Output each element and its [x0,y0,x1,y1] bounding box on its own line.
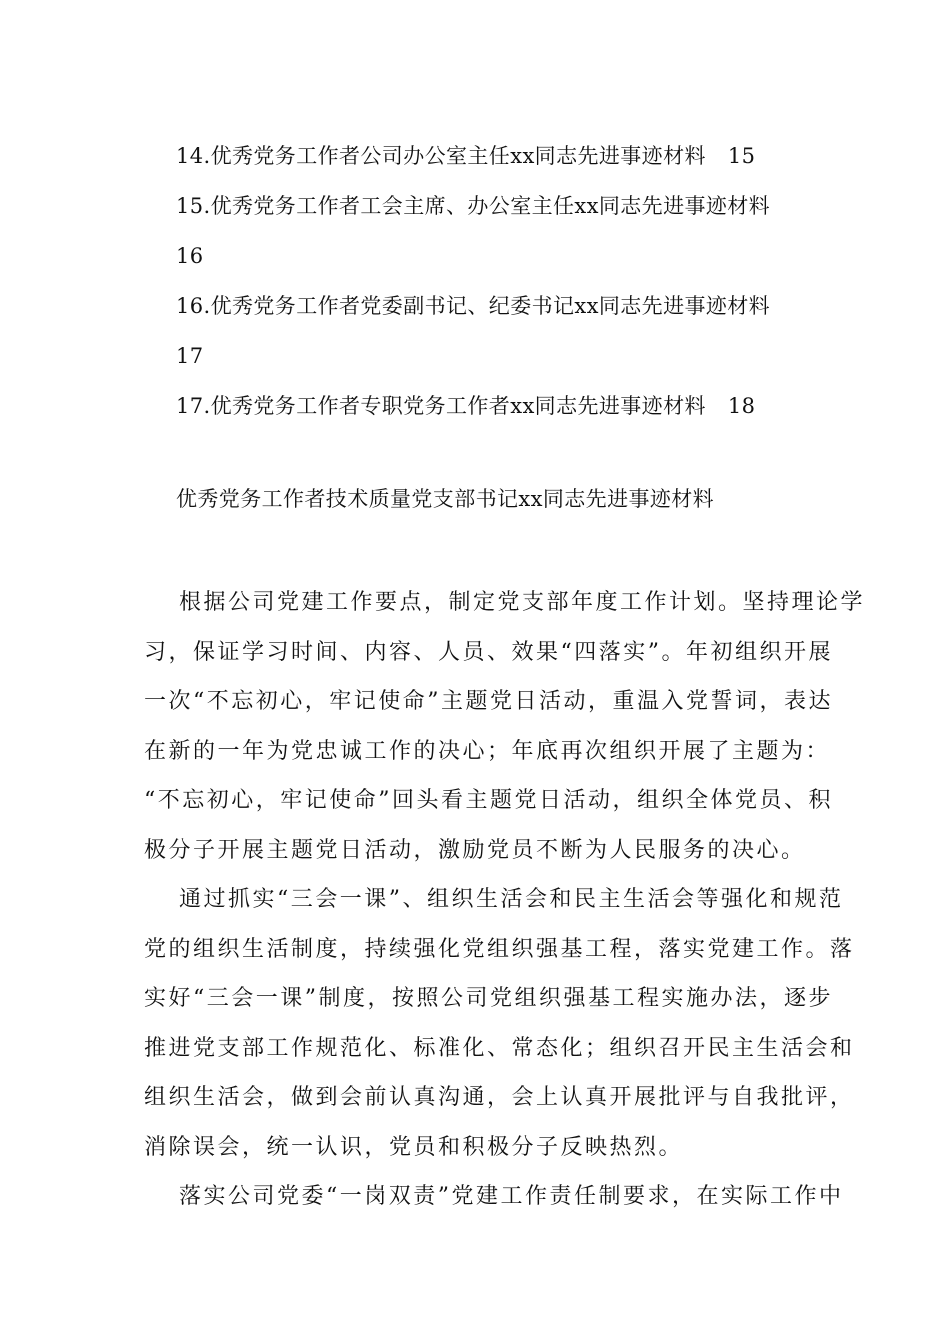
toc-entry [176,131,816,181]
paragraph-line: 在新的一年为党忠诚工作的决心；年底再次组织开展了主题为： [144,738,831,764]
toc-entry-page: 15 [727,144,756,168]
toc-entry-text: 16.优秀党务工作者党委副书记、纪委书记xx同志先进事迹材料 [176,294,771,318]
document-body [144,578,866,1222]
toc-entry-page: 18 [727,394,756,418]
toc-entry [176,181,816,231]
paragraph-line: 通过抓实“三会一课”、组织生活会和民主生活会等强化和规范 [179,887,844,912]
toc-entry-text: 15.优秀党务工作者工会主席、办公室主任xx同志先进事迹材料 [176,194,771,218]
toc-entry-page-wrap [176,231,816,281]
document-title: 优秀党务工作者技术质量党支部书记xx同志先进事迹材料 [176,487,715,511]
toc-entry [176,381,816,431]
paragraph-line: 推进党支部工作规范化、标准化、常态化；组织召开民主生活会和 [144,1035,855,1061]
paragraph-line: 消除误会，统一认识，党员和积极分子反映热烈。 [144,1134,684,1160]
paragraph-line: 组织生活会，做到会前认真沟通，会上认真开展批评与自我批评， [144,1085,855,1110]
paragraph-line: 党的组织生活制度，持续强化党组织强基工程，落实党建工作。落 [144,936,855,962]
toc-entry-page: 17 [176,344,204,368]
paragraph-line: 极分子开展主题党日活动，激励党员不断为人民服务的决心。 [144,837,806,863]
paragraph-line: “不忘初心，牢记使命”回头看主题党日活动，组织全体党员、积 [144,788,833,813]
paragraph-line: 习，保证学习时间、内容、人员、效果“四落实”。年初组织开展 [144,639,833,665]
table-of-contents [176,131,816,431]
paragraph-line: 一次“不忘初心，牢记使命”主题党日活动，重温入党誓词，表达 [144,689,833,714]
paragraph-line: 实好“三会一课”制度，按照公司党组织强基工程实施办法，逐步 [144,986,833,1011]
toc-entry-page-wrap [176,331,816,381]
paragraph-line: 根据公司党建工作要点，制定党支部年度工作计划。坚持理论学 [179,590,866,615]
toc-entry-text: 17.优秀党务工作者专职党务工作者xx同志先进事迹材料 [176,394,706,418]
toc-entry-page: 16 [176,244,204,268]
toc-entry-text: 14.优秀党务工作者公司办公室主任xx同志先进事迹材料 [176,144,706,168]
paragraph-line: 落实公司党委“一岗双责”党建工作责任制要求，在实际工作中 [179,1184,844,1209]
toc-entry [176,281,816,331]
